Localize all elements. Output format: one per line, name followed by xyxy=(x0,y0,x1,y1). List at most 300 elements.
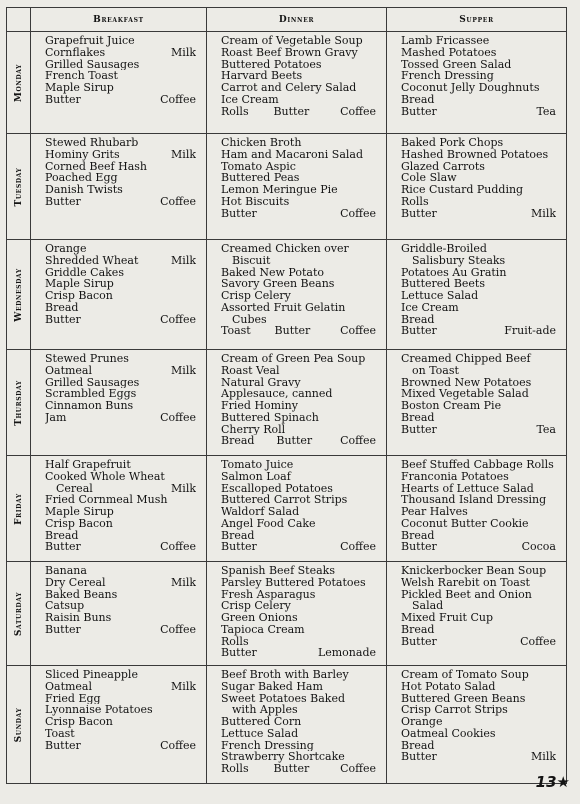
day-cell xyxy=(7,666,31,784)
beverage: Coffee xyxy=(160,541,196,553)
day-label: Wednesday xyxy=(13,267,24,322)
menu-item xyxy=(45,506,196,518)
menu-item xyxy=(45,400,196,412)
menu-item xyxy=(45,353,196,365)
menu-item xyxy=(221,751,376,763)
menu-item xyxy=(401,161,556,173)
dish-name: Mixed Fruit Cup xyxy=(401,612,493,624)
dish-name: Rolls xyxy=(221,763,249,775)
dinner-cell xyxy=(207,32,387,134)
menu-body xyxy=(7,32,567,784)
dish-name: Salad xyxy=(412,600,444,612)
beverage: Milk xyxy=(171,482,196,495)
dish-name: Dry Cereal xyxy=(45,576,106,589)
dish-name: Pickled Beet and Onion xyxy=(401,588,532,601)
supper-cell xyxy=(387,562,567,666)
dish-name: Fresh Asparagus xyxy=(221,588,316,601)
dish-name: Ham and Macaroni Salad xyxy=(221,148,363,161)
dish-name: Butter xyxy=(401,751,437,763)
menu-item xyxy=(401,106,556,118)
dish-name: Creamed Chipped Beef xyxy=(401,353,531,365)
dish-name: Sweet Potatoes Baked xyxy=(221,692,345,705)
beverage: Tea xyxy=(536,423,556,436)
supper-cell xyxy=(387,134,567,240)
dish-name: Salisbury Steaks xyxy=(412,254,506,267)
dish-name: Butter xyxy=(401,635,437,648)
menu-item xyxy=(401,530,556,542)
menu-item xyxy=(221,243,376,255)
beverage: Coffee xyxy=(160,195,196,208)
menu-item xyxy=(45,494,196,506)
side-item: Butter xyxy=(274,325,311,337)
menu-item xyxy=(221,518,376,530)
beverage: Cocoa xyxy=(521,541,556,553)
dish-name: Mashed Potatoes xyxy=(401,46,497,59)
supper-cell xyxy=(387,666,567,784)
menu-item xyxy=(401,149,556,161)
dish-name: Applesauce, canned xyxy=(221,388,333,400)
side-item: Butter xyxy=(273,763,310,775)
menu-item xyxy=(401,388,556,400)
dish-name: Sugar Baked Ham xyxy=(221,680,323,693)
dish-name: Crisp Celery xyxy=(221,600,291,612)
dish-name: Butter xyxy=(45,739,81,752)
dish-name: Butter xyxy=(221,541,257,553)
menu-item xyxy=(221,435,376,447)
menu-item xyxy=(45,518,196,530)
beverage: Coffee xyxy=(160,313,196,326)
dish-name: Cereal xyxy=(56,482,93,495)
menu-item xyxy=(401,196,556,208)
dish-name: Thousand Island Dressing xyxy=(401,494,547,506)
menu-item xyxy=(221,196,376,208)
dish-name: Welsh Rarebit on Toast xyxy=(401,576,530,589)
dish-name: Franconia Potatoes xyxy=(401,470,509,483)
day-label: Tuesday xyxy=(13,167,24,206)
dish-name: Cooked Whole Wheat xyxy=(45,470,165,483)
dish-name: Crisp Carrot Strips xyxy=(401,704,508,716)
menu-item xyxy=(401,290,556,302)
menu-item xyxy=(401,728,556,740)
dish-name: Lamb Fricassee xyxy=(401,35,490,47)
dinner-cell xyxy=(207,456,387,562)
beverage: Coffee xyxy=(340,207,376,220)
beverage: Coffee xyxy=(160,739,196,752)
menu-item xyxy=(401,424,556,436)
dish-name: Rice Custard Pudding xyxy=(401,184,524,196)
dish-name: Maple Sirup xyxy=(45,506,114,518)
dish-name: Butter xyxy=(401,541,437,553)
dish-name: Oatmeal Cookies xyxy=(401,727,496,740)
menu-item xyxy=(221,35,376,47)
menu-item xyxy=(401,208,556,220)
dish-name: Bread xyxy=(401,93,435,106)
menu-item xyxy=(45,255,196,267)
dish-name: Beef Stuffed Cabbage Rolls xyxy=(401,459,554,471)
menu-item xyxy=(221,302,376,314)
dish-name: Crisp Bacon xyxy=(45,290,113,302)
dinner-cell xyxy=(207,562,387,666)
beverage: Coffee xyxy=(340,105,376,118)
menu-item xyxy=(401,172,556,184)
dish-name: Butter xyxy=(45,541,81,553)
dish-name: Oatmeal xyxy=(45,680,93,693)
header-breakfast: Breakfast xyxy=(31,8,207,32)
menu-item xyxy=(221,94,376,106)
menu-item xyxy=(221,704,376,716)
dish-name: Lettuce Salad xyxy=(401,290,479,302)
menu-item xyxy=(45,82,196,94)
day-row-tuesday xyxy=(7,134,567,240)
dish-name: Ice Cream xyxy=(401,301,459,314)
dish-name: French Toast xyxy=(45,70,118,82)
menu-item xyxy=(45,704,196,716)
dish-name: Roast Beef Brown Gravy xyxy=(221,46,358,59)
dish-name: Cream of Vegetable Soup xyxy=(221,35,363,47)
menu-item xyxy=(45,693,196,705)
menu-item xyxy=(45,681,196,693)
breakfast-cell xyxy=(31,666,207,784)
dish-name: Bread xyxy=(401,529,435,542)
beverage: Coffee xyxy=(340,541,376,553)
menu-item xyxy=(401,681,556,693)
dish-name: Raisin Buns xyxy=(45,612,112,624)
dish-name: Buttered Potatoes xyxy=(221,58,322,71)
header-supper: Supper xyxy=(387,8,567,32)
menu-item xyxy=(45,149,196,161)
menu-item xyxy=(221,267,376,279)
menu-item xyxy=(45,70,196,82)
menu-item xyxy=(401,47,556,59)
menu-item xyxy=(221,728,376,740)
beverage: Milk xyxy=(171,46,196,59)
menu-item xyxy=(401,704,556,716)
menu-item xyxy=(45,267,196,279)
menu-item xyxy=(45,314,196,326)
dish-name: Danish Twists xyxy=(45,184,123,196)
dish-name: Assorted Fruit Gelatin xyxy=(221,301,346,314)
menu-item xyxy=(221,494,376,506)
breakfast-cell xyxy=(31,32,207,134)
dish-name: Bread xyxy=(45,301,79,314)
menu-item xyxy=(221,325,376,337)
dish-name: Hominy Grits xyxy=(45,148,120,161)
dish-name: Buttered Spinach xyxy=(221,411,319,424)
dish-name: Natural Gravy xyxy=(221,376,301,389)
menu-item xyxy=(45,377,196,389)
dish-name: Crisp Celery xyxy=(221,290,291,302)
day-label: Thursday xyxy=(13,379,24,426)
dish-name: Green Onions xyxy=(221,612,298,624)
dish-name: Tapioca Cream xyxy=(221,623,305,636)
dinner-cell xyxy=(207,350,387,456)
dish-name: Grilled Sausages xyxy=(45,58,140,71)
menu-item xyxy=(401,459,556,471)
dish-name: Knickerbocker Bean Soup xyxy=(401,565,547,577)
beverage: Milk xyxy=(171,148,196,161)
dish-name: Toast xyxy=(45,727,75,740)
menu-item xyxy=(45,577,196,589)
dish-name: Biscuit xyxy=(232,254,271,267)
breakfast-cell xyxy=(31,240,207,350)
dish-name: Potatoes Au Gratin xyxy=(401,266,507,279)
dish-name: Catsup xyxy=(45,600,85,612)
menu-item xyxy=(45,290,196,302)
dish-name: Buttered Peas xyxy=(221,172,300,184)
side-item: Butter xyxy=(276,435,313,447)
beverage: Lemonade xyxy=(317,647,376,659)
dish-name: Bread xyxy=(401,739,435,752)
menu-item xyxy=(221,763,376,775)
menu-item xyxy=(45,278,196,290)
menu-item xyxy=(221,624,376,636)
menu-item xyxy=(401,377,556,389)
beverage: Coffee xyxy=(160,93,196,106)
menu-item xyxy=(221,459,376,471)
menu-item xyxy=(221,137,376,149)
beverage: Coffee xyxy=(160,623,196,636)
page-number: 13★ xyxy=(535,773,570,791)
corner-cell xyxy=(7,8,31,32)
dish-name: Baked New Potato xyxy=(221,266,325,279)
menu-item xyxy=(221,106,376,118)
menu-item xyxy=(401,600,556,612)
dish-name: Shredded Wheat xyxy=(45,254,139,267)
menu-item xyxy=(221,647,376,659)
dish-name: Fried Hominy xyxy=(221,400,298,412)
dish-name: Poached Egg xyxy=(45,172,118,184)
menu-item xyxy=(45,243,196,255)
menu-item xyxy=(221,255,376,267)
menu-item xyxy=(221,693,376,705)
menu-item xyxy=(45,669,196,681)
breakfast-cell xyxy=(31,456,207,562)
dish-name: Mixed Vegetable Salad xyxy=(401,388,529,400)
beverage: Milk xyxy=(171,576,196,589)
dish-name: Lemon Meringue Pie xyxy=(221,184,338,196)
day-cell xyxy=(7,240,31,350)
menu-item xyxy=(45,530,196,542)
day-label: Friday xyxy=(13,492,24,525)
day-cell xyxy=(7,32,31,134)
menu-item xyxy=(221,365,376,377)
day-cell xyxy=(7,134,31,240)
side-item: Butter xyxy=(273,105,310,118)
dish-name: Bread xyxy=(401,411,435,424)
dish-name: Lettuce Salad xyxy=(221,727,299,740)
dish-name: Bread xyxy=(45,529,79,542)
dish-name: Butter xyxy=(401,105,437,118)
menu-item xyxy=(45,172,196,184)
dish-name: Bread xyxy=(221,435,255,447)
day-label: Monday xyxy=(13,63,24,102)
menu-item xyxy=(401,59,556,71)
dinner-cell xyxy=(207,240,387,350)
dish-name: Butter xyxy=(45,195,81,208)
dish-name: Cubes xyxy=(232,313,267,326)
dish-name: French Dressing xyxy=(401,70,494,82)
dish-name: Stewed Prunes xyxy=(45,353,129,365)
menu-item xyxy=(221,353,376,365)
dish-name: Crisp Bacon xyxy=(45,517,113,530)
dish-name: Toast xyxy=(221,325,251,337)
dish-name: Half Grapefruit xyxy=(45,459,131,471)
dish-name: Carrot and Celery Salad xyxy=(221,82,357,94)
dish-name: Glazed Carrots xyxy=(401,160,485,173)
day-label: Saturday xyxy=(13,591,24,636)
menu-item xyxy=(45,59,196,71)
day-cell xyxy=(7,562,31,666)
dish-name: Maple Sirup xyxy=(45,278,114,290)
day-row-thursday xyxy=(7,350,567,456)
dish-name: Chicken Broth xyxy=(221,137,302,149)
dish-name: Butter xyxy=(45,313,81,326)
dish-name: Cinnamon Buns xyxy=(45,400,134,412)
dish-name: Creamed Chicken over xyxy=(221,243,349,255)
menu-item xyxy=(221,577,376,589)
menu-item xyxy=(45,483,196,495)
dish-name: Hearts of Lettuce Salad xyxy=(401,482,534,495)
day-row-sunday xyxy=(7,666,567,784)
menu-item xyxy=(401,400,556,412)
menu-item xyxy=(221,208,376,220)
menu-item xyxy=(221,740,376,752)
menu-item xyxy=(45,365,196,377)
dish-name: Boston Cream Pie xyxy=(401,400,502,412)
day-cell xyxy=(7,456,31,562)
dish-name: Butter xyxy=(401,325,437,337)
dish-name: Banana xyxy=(45,565,87,577)
dish-name: Buttered Green Beans xyxy=(401,692,526,705)
dish-name: Tomato Juice xyxy=(221,459,294,471)
menu-item xyxy=(221,172,376,184)
menu-item xyxy=(221,400,376,412)
beverage: Coffee xyxy=(160,411,196,424)
day-row-monday xyxy=(7,32,567,134)
dish-name: Stewed Rhubarb xyxy=(45,137,139,149)
menu-item xyxy=(401,693,556,705)
dish-name: Baked Beans xyxy=(45,588,118,601)
dish-name: Ice Cream xyxy=(221,93,279,106)
dish-name: Escalloped Potatoes xyxy=(221,482,333,495)
dish-name: Buttered Corn xyxy=(221,716,302,728)
dish-name: Waldorf Salad xyxy=(221,506,300,518)
dish-name: Coconut Jelly Doughnuts xyxy=(401,82,540,94)
menu-item xyxy=(401,255,556,267)
menu-item xyxy=(401,267,556,279)
breakfast-cell xyxy=(31,134,207,240)
beverage: Milk xyxy=(171,680,196,693)
menu-item xyxy=(221,565,376,577)
beverage: Fruit-ade xyxy=(504,325,556,337)
menu-item xyxy=(401,365,556,377)
dish-name: Griddle Cakes xyxy=(45,266,124,279)
dish-name: Rolls xyxy=(221,105,249,118)
menu-item xyxy=(45,184,196,196)
menu-item xyxy=(401,137,556,149)
header-row xyxy=(7,8,567,32)
dinner-cell xyxy=(207,134,387,240)
beverage: Milk xyxy=(171,254,196,267)
breakfast-cell xyxy=(31,562,207,666)
dish-name: Buttered Carrot Strips xyxy=(221,494,348,506)
menu-item xyxy=(45,459,196,471)
menu-item xyxy=(221,612,376,624)
dish-name: Corned Beef Hash xyxy=(45,160,147,173)
menu-item xyxy=(45,196,196,208)
dish-name: Cream of Green Pea Soup xyxy=(221,353,366,365)
header-dinner: Dinner xyxy=(207,8,387,32)
menu-item xyxy=(401,740,556,752)
dish-name: Salmon Loaf xyxy=(221,470,291,483)
dish-name: Griddle-Broiled xyxy=(401,243,487,255)
menu-item xyxy=(401,353,556,365)
menu-item xyxy=(401,82,556,94)
menu-item xyxy=(221,636,376,648)
menu-item xyxy=(401,70,556,82)
menu-item xyxy=(221,506,376,518)
menu-item xyxy=(401,314,556,326)
dish-name: Hot Potato Salad xyxy=(401,680,496,693)
menu-item xyxy=(401,325,556,337)
menu-item xyxy=(45,600,196,612)
menu-item xyxy=(45,716,196,728)
dish-name: Butter xyxy=(221,647,257,659)
beverage: Coffee xyxy=(340,435,376,447)
menu-item xyxy=(221,184,376,196)
menu-item xyxy=(45,47,196,59)
menu-item xyxy=(401,243,556,255)
dish-name: Jam xyxy=(45,411,67,424)
menu-item xyxy=(221,669,376,681)
menu-item xyxy=(45,161,196,173)
beverage: Milk xyxy=(171,364,196,377)
dish-name: Fried Egg xyxy=(45,692,101,705)
dish-name: Hot Biscuits xyxy=(221,195,290,208)
menu-item xyxy=(45,740,196,752)
dish-name: Bread xyxy=(401,623,435,636)
beverage: Coffee xyxy=(340,325,376,337)
dish-name: Crisp Bacon xyxy=(45,716,113,728)
menu-item xyxy=(221,149,376,161)
supper-cell xyxy=(387,456,567,562)
beverage: Milk xyxy=(531,207,556,220)
menu-item xyxy=(221,471,376,483)
dish-name: Coconut Butter Cookie xyxy=(401,517,529,530)
menu-item xyxy=(45,728,196,740)
menu-item xyxy=(401,184,556,196)
menu-item xyxy=(45,302,196,314)
menu-item xyxy=(401,412,556,424)
menu-item xyxy=(401,518,556,530)
menu-item xyxy=(401,751,556,763)
menu-item xyxy=(221,681,376,693)
menu-item xyxy=(221,278,376,290)
dish-name: Cole Slaw xyxy=(401,172,457,184)
menu-item xyxy=(45,137,196,149)
menu-item xyxy=(401,278,556,290)
menu-item xyxy=(221,82,376,94)
dish-name: on Toast xyxy=(412,364,459,377)
menu-item xyxy=(221,388,376,400)
supper-cell xyxy=(387,240,567,350)
menu-item xyxy=(401,669,556,681)
menu-item xyxy=(45,388,196,400)
menu-item xyxy=(221,412,376,424)
menu-item xyxy=(45,589,196,601)
dish-name: Beef Broth with Barley xyxy=(221,669,349,681)
day-row-friday xyxy=(7,456,567,562)
